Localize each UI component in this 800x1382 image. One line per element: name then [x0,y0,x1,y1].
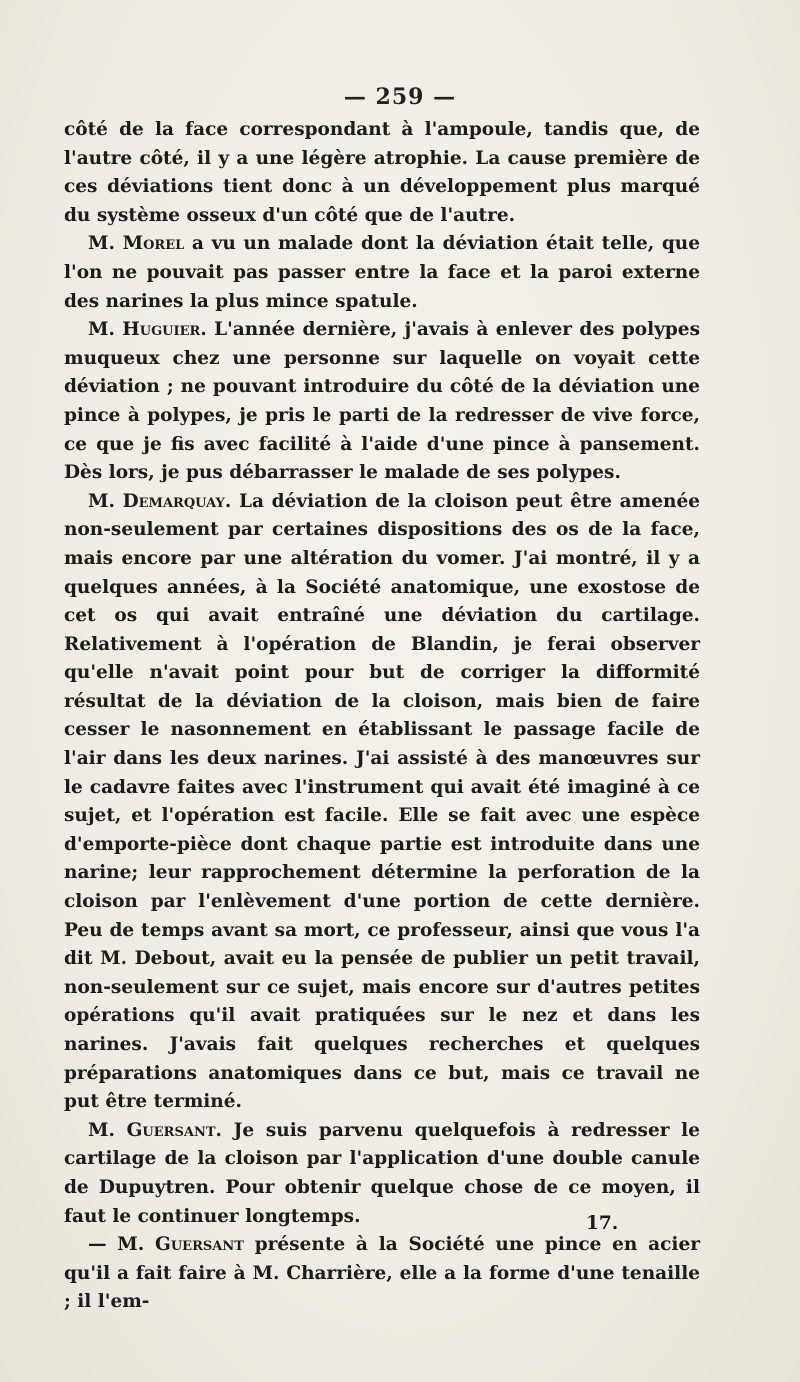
paragraph-continuation [64,116,700,230]
speaker-name: Guersant [155,1234,244,1256]
body-text [64,116,700,1317]
paragraph-text: côté de la face correspondant à l'ampoule, tandis que, de l'autre côté, il y a une légère atrophie. La cause première de ces déviations tient donc à un développement plus marqué du système osseux d'un côté que de l'autre. [64,119,700,226]
speaker-prefix: — M. [88,1234,156,1256]
paragraph-text: La déviation de la cloison peut être amenée non-seulement par certaines dispositions des os de la face, mais encore par une altération du vomer. J'ai montré, il y a quelques années, à la Société anatomique, une exostose de cet os qui avait entraîné une déviation du cartilage. Relativement à l'opération de Blandin, je ferai observer qu'elle n'avait point pour but de corriger la difformité résultat de la déviation de la cloison, mais bien de faire cesser le nasonnement en établissant le passage facile de l'air dans les deux narines. J'ai assisté à des manœuvres sur le cadavre faites avec l'instrument qui avait été imaginé à ce sujet, et l'opération est facile. Elle se fait avec une espèce d'emporte-pièce dont chaque partie est introduite dans une narine; leur rapprochement détermine la perforation de la cloison par l'enlèvement d'une portion de cette dernière. Peu de temps avant sa mort, ce professeur, ainsi que vous l'a dit M. Debout, avait eu la pensée de publier un petit travail, non-seulement sur ce sujet, mais encore sur d'autres petites opérations qu'il avait pratiquées sur le nez et dans les narines. J'avais fait quelques recherches et quelques préparations anatomiques dans ce but, mais ce travail ne put être terminé. [64,490,700,1113]
paragraph-text: Je suis parvenu quelquefois à redresser le cartilage de la cloison par l'application d'une double canule de Dupuytren. Pour obtenir quelque chose de ce moyen, il faut le continuer longtemps. [64,1119,700,1227]
speaker-prefix: M. [88,319,123,341]
speaker-prefix: M. [88,233,123,255]
paragraph-demarquay [64,488,700,1117]
paragraph-text: a vu un malade dont la déviation était telle, que l'on ne pouvait pas passer entre la face et la paroi externe des narines la plus mince spatule. [64,233,700,312]
speaker-name: Morel [122,233,185,255]
page-number: — 259 — [343,84,457,110]
speaker-name: Demarquay. [122,490,232,512]
paragraph-morel [64,230,700,316]
speaker-prefix: M. [88,490,123,512]
speaker-prefix: M. [88,1119,127,1141]
paragraph-text: L'année dernière, j'avais à enlever des polypes muqueux chez une personne sur laquelle on voyait cette déviation ; ne pouvant introduire du côté de la déviation une pince à polypes, je pris le parti de la redresser de vive force, ce que je fis avec facilité à l'aide d'une pince à pansement. Dès lors, je pus débarrasser le malade de ses polypes. [64,319,700,484]
speaker-name: Huguier. [122,319,207,341]
paragraph-guersant-presentation [64,1231,700,1317]
signature-mark: 17. [586,1213,619,1234]
speaker-name: Guersant. [126,1119,222,1141]
paragraph-text: présente à la Société une pince en acier qu'il a fait faire à M. Charrière, elle a la forme d'une tenaille ; il l'em- [64,1234,700,1313]
paragraph-huguier [64,316,700,488]
